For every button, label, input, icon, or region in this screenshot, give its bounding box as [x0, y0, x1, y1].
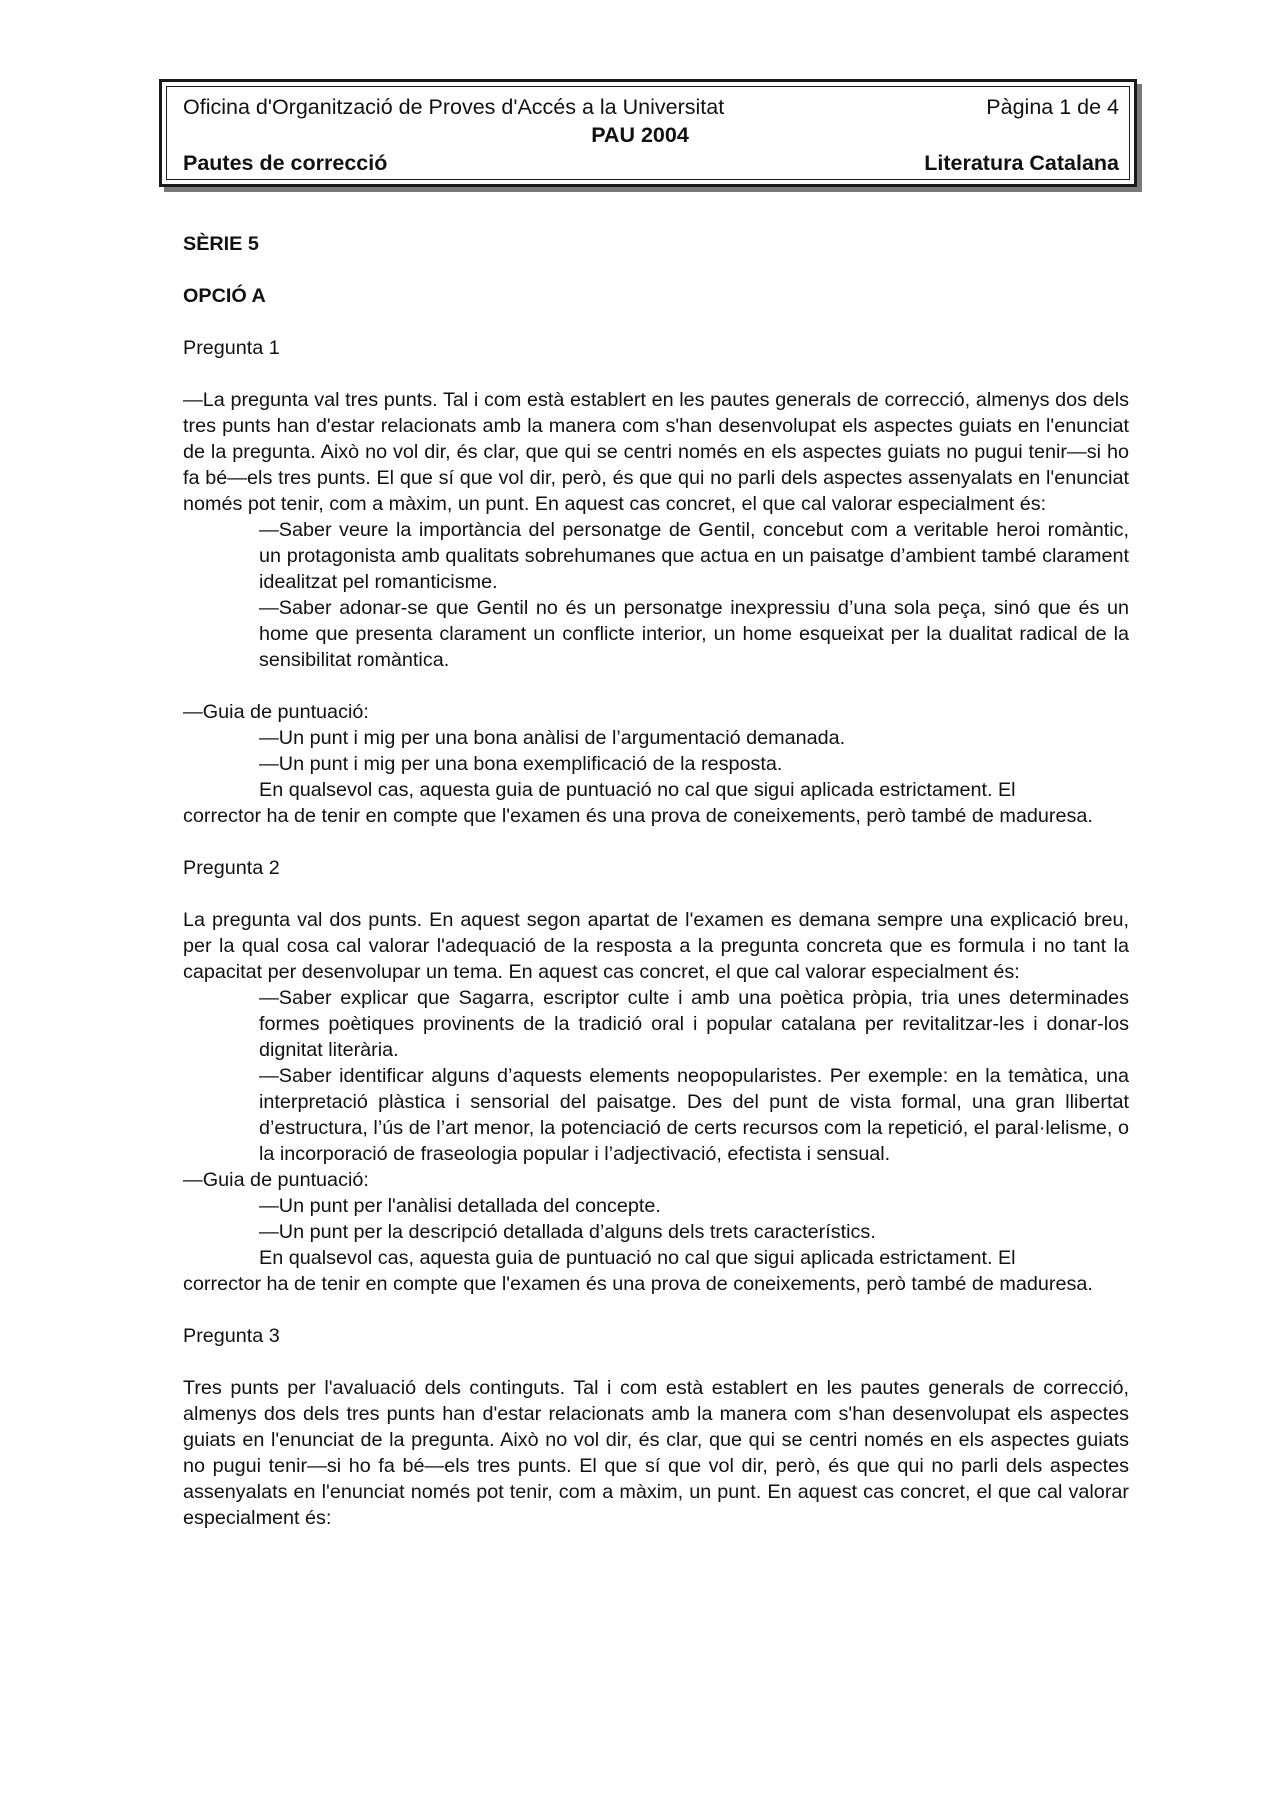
question-2-intro: La pregunta val dos punts. En aquest segon apartat de l'examen es demana sempre una explicació breu, per la qual cosa cal valorar l'adequació de la resposta a la pregunta concreta que es formula i no tant la capacitat per desenvolupar un tema. En aquest cas concret, el que cal valorar especialment és: — [183, 909, 1129, 983]
header-office: Oficina d'Organització de Proves d'Accés a la Universitat — [183, 95, 725, 119]
question-2-note-rest: corrector ha de tenir en compte que l'examen és una prova de coneixements, però també de maduresa. — [183, 1273, 1093, 1295]
question-1-guide-title: —Guia de puntuació: — [183, 701, 369, 723]
question-1-guide-2: —Un punt i mig per una bona exemplificació de la resposta. — [259, 753, 783, 775]
question-2-point-1: —Saber explicar que Sagarra, escriptor culte i amb una poètica pròpia, tria unes determinades formes poètiques provinents de la tradició oral i popular catalana per revitalitzar-les i donar-los dignitat literària. — [259, 987, 1129, 1061]
header-doc-type: Pautes de correcció — [183, 151, 388, 175]
question-2-guide-title: —Guia de puntuació: — [183, 1169, 369, 1191]
question-2-title: Pregunta 2 — [183, 857, 280, 879]
question-1-point-2: —Saber adonar-se que Gentil no és un personatge inexpressiu d’una sola peça, sinó que és un home que presenta clarament un conflicte interior, un home esqueixat per la dualitat radical de la sensibilitat romàntica. — [259, 597, 1129, 671]
question-2-note-lead: En qualsevol cas, aquesta guia de puntuació no cal que sigui aplicada estrictament. El — [259, 1247, 1016, 1269]
series-heading: SÈRIE 5 — [183, 233, 259, 255]
option-heading: OPCIÓ A — [183, 285, 266, 307]
question-1-note-rest: corrector ha de tenir en compte que l'examen és una prova de coneixements, però també de maduresa. — [183, 805, 1093, 827]
document-body — [183, 231, 1129, 1531]
header-subject: Literatura Catalana — [924, 151, 1119, 175]
header-exam: PAU 2004 — [591, 123, 689, 147]
question-1-point-1: —Saber veure la importància del personatge de Gentil, concebut com a veritable heroi romàntic, un protagonista amb qualitats sobrehumanes que actua en un paisatge d’ambient també clarament idealitzat pel romanticisme. — [259, 519, 1129, 593]
question-1-guide-1: —Un punt i mig per una bona anàlisi de l’argumentació demanada. — [259, 727, 846, 749]
question-1-intro: —La pregunta val tres punts. Tal i com està establert en les pautes generals de correcció, almenys dos dels tres punts han d'estar relacionats amb la manera com s'han desenvolupat els aspectes guiats en l'enunciat de la pregunta. Això no vol dir, és clar, que qui se centri només en els aspectes guiats no pugui tenir—si ho fa bé—els tres punts. El que sí que vol dir, però, és que qui no parli dels aspectes assenyalats en l'enunciat només pot tenir, com a màxim, un punt. En aquest cas concret, el que cal valorar especialment és: — [183, 389, 1129, 515]
question-3-intro: Tres punts per l'avaluació dels continguts. Tal i com està establert en les pautes generals de correcció, almenys dos dels tres punts han d'estar relacionats amb la manera com s'han desenvolupat els aspectes guiats en l'enunciat de la pregunta. Això no vol dir, és clar, que qui se centri només en els aspectes guiats no pugui tenir—si ho fa bé—els tres punts. El que sí que vol dir, però, és que qui no parli dels aspectes assenyalats en l'enunciat només pot tenir, com a màxim, un punt. En aquest cas concret, el que cal valorar especialment és: — [183, 1377, 1129, 1529]
question-1-title: Pregunta 1 — [183, 337, 280, 359]
question-3-title: Pregunta 3 — [183, 1325, 280, 1347]
question-2-guide-2: —Un punt per la descripció detallada d’alguns dels trets característics. — [259, 1221, 876, 1243]
question-2-point-2: —Saber identificar alguns d’aquests elements neopopularistes. Per exemple: en la temàtica, una interpretació plàstica i sensorial del paisatge. Des del punt de vista formal, una gran llibertat d’estructura, l’ús de l’art menor, la potenciació de certs recursos com la repetició, el paral·lelisme, o la incorporació de fraseologia popular i l’adjectivació, efectista i sensual. — [259, 1065, 1129, 1165]
header-page-number: Pàgina 1 de 4 — [986, 95, 1119, 119]
question-1-note-lead: En qualsevol cas, aquesta guia de puntuació no cal que sigui aplicada estrictament. El — [259, 779, 1016, 801]
question-2-guide-1: —Un punt per l'anàlisi detallada del concepte. — [259, 1195, 661, 1217]
